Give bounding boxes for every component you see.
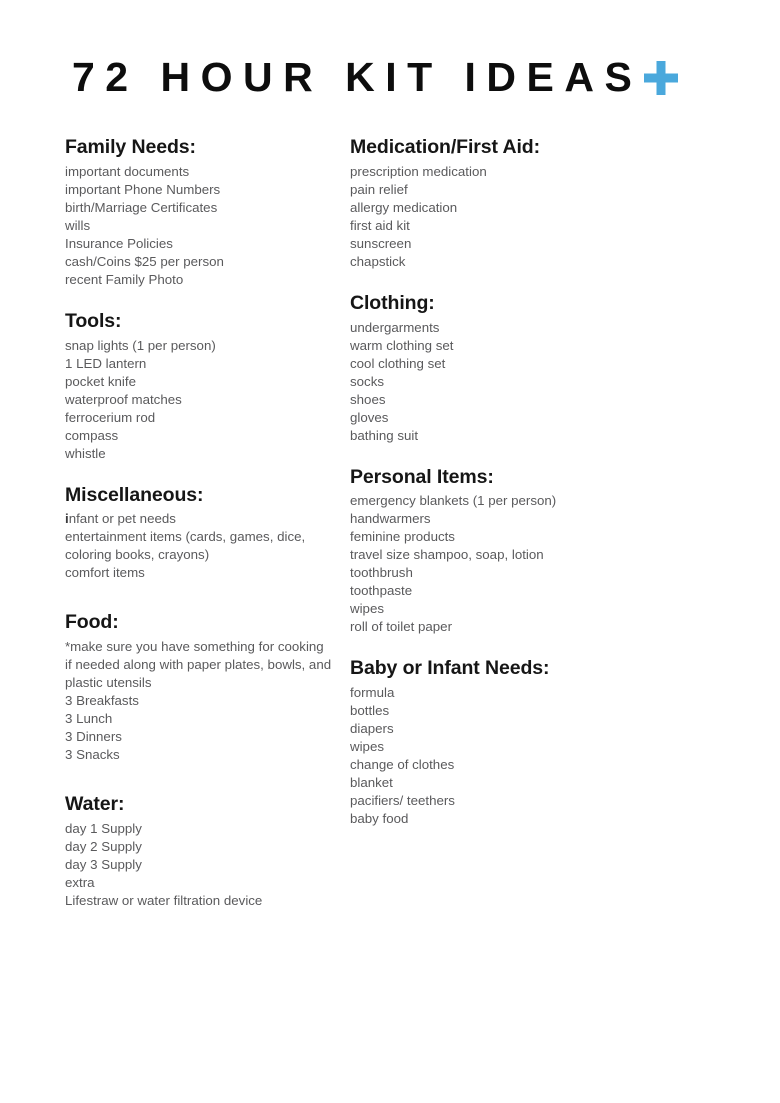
list-item: wills <box>65 217 91 233</box>
list-item: sunscreen <box>350 235 412 251</box>
list-item: 3 Breakfasts <box>65 693 139 709</box>
section-heading: Personal Items: <box>350 465 494 488</box>
section-miscellaneous <box>65 485 350 583</box>
page-title-text: 72 HOUR KIT IDEAS <box>72 54 643 100</box>
list-item: extra <box>65 875 95 891</box>
section-heading: Clothing: <box>350 291 435 314</box>
list-item: pocket knife <box>65 373 136 389</box>
content-columns <box>0 137 780 910</box>
list-item: entertainment items (cards, games, dice, coloring books, crayons) <box>65 529 306 563</box>
list-item: warm clothing set <box>350 337 454 353</box>
section-heading: Miscellaneous: <box>65 483 204 506</box>
list-item: *make sure you have something for cooking if needed along with paper plates, bowls, and plastic utensils <box>65 639 332 691</box>
list-item: prescription medication <box>350 163 487 179</box>
list-item: pain relief <box>350 181 408 197</box>
section-baby-or-infant-needs <box>350 658 780 828</box>
section-clothing <box>350 293 780 445</box>
section-family-needs <box>65 137 350 289</box>
item-list <box>350 163 780 271</box>
list-item: cool clothing set <box>350 355 446 371</box>
list-item: shoes <box>350 391 386 407</box>
list-item: wipes <box>350 601 384 617</box>
list-item: emergency blankets (1 per person) <box>350 493 557 509</box>
plus-icon <box>644 61 678 95</box>
list-item: first aid kit <box>350 217 410 233</box>
list-item: infant or pet needs <box>65 511 176 527</box>
section-heading: Tools: <box>65 309 122 332</box>
item-list <box>350 684 780 828</box>
section-heading: Food: <box>65 611 119 634</box>
item-list <box>350 492 780 636</box>
list-item: roll of toilet paper <box>350 619 452 635</box>
list-item: recent Family Photo <box>65 271 184 287</box>
item-list <box>350 319 780 445</box>
list-item: formula <box>350 685 395 701</box>
list-item: waterproof matches <box>65 391 182 407</box>
list-item: 1 LED lantern <box>65 355 147 371</box>
left-column <box>0 137 350 910</box>
list-item: wipes <box>350 739 384 755</box>
list-item: bottles <box>350 703 390 719</box>
list-item: diapers <box>350 721 394 737</box>
list-item: toothpaste <box>350 583 413 599</box>
list-item: ferrocerium rod <box>65 409 156 425</box>
section-medication-first-aid <box>350 137 780 271</box>
section-heading: Water: <box>65 793 125 816</box>
list-item: cash/Coins $25 per person <box>65 253 224 269</box>
list-item: important Phone Numbers <box>65 181 221 197</box>
list-item: Lifestraw or water filtration device <box>65 893 263 909</box>
list-item: change of clothes <box>350 757 455 773</box>
list-item: day 3 Supply <box>65 857 142 873</box>
list-item: compass <box>65 427 119 443</box>
list-item: gloves <box>350 409 389 425</box>
section-heading: Medication/First Aid: <box>350 136 541 158</box>
list-item: chapstick <box>350 253 406 269</box>
item-list <box>65 820 350 910</box>
section-heading: Baby or Infant Needs: <box>350 657 550 680</box>
list-item: 3 Dinners <box>65 729 122 745</box>
list-item: bathing suit <box>350 427 419 443</box>
list-item: pacifiers/ teethers <box>350 793 455 809</box>
section-water <box>65 794 350 910</box>
list-item: handwarmers <box>350 511 431 527</box>
list-item: feminine products <box>350 529 455 545</box>
list-item: Insurance Policies <box>65 235 173 251</box>
section-heading: Family Needs: <box>65 136 196 158</box>
list-item: 3 Lunch <box>65 711 113 727</box>
item-list <box>65 510 350 582</box>
list-item: socks <box>350 373 384 389</box>
page-title <box>0 54 780 100</box>
section-personal-items <box>350 467 780 637</box>
list-item: allergy medication <box>350 199 458 215</box>
list-item: day 1 Supply <box>65 821 142 837</box>
list-item: comfort items <box>65 565 145 581</box>
item-list <box>65 163 350 289</box>
section-tools <box>65 311 350 463</box>
section-food <box>65 612 350 764</box>
list-item: important documents <box>65 163 190 179</box>
list-item: toothbrush <box>350 565 413 581</box>
list-item: snap lights (1 per person) <box>65 337 216 353</box>
list-item: day 2 Supply <box>65 839 142 855</box>
right-column <box>350 137 780 828</box>
list-item: birth/Marriage Certificates <box>65 199 218 215</box>
list-item: 3 Snacks <box>65 747 120 763</box>
item-list <box>65 638 350 764</box>
list-item: travel size shampoo, soap, lotion <box>350 547 544 563</box>
item-list <box>65 337 350 463</box>
list-item: baby food <box>350 811 409 827</box>
list-item: undergarments <box>350 319 440 335</box>
list-item: blanket <box>350 775 393 791</box>
list-item: whistle <box>65 445 106 461</box>
